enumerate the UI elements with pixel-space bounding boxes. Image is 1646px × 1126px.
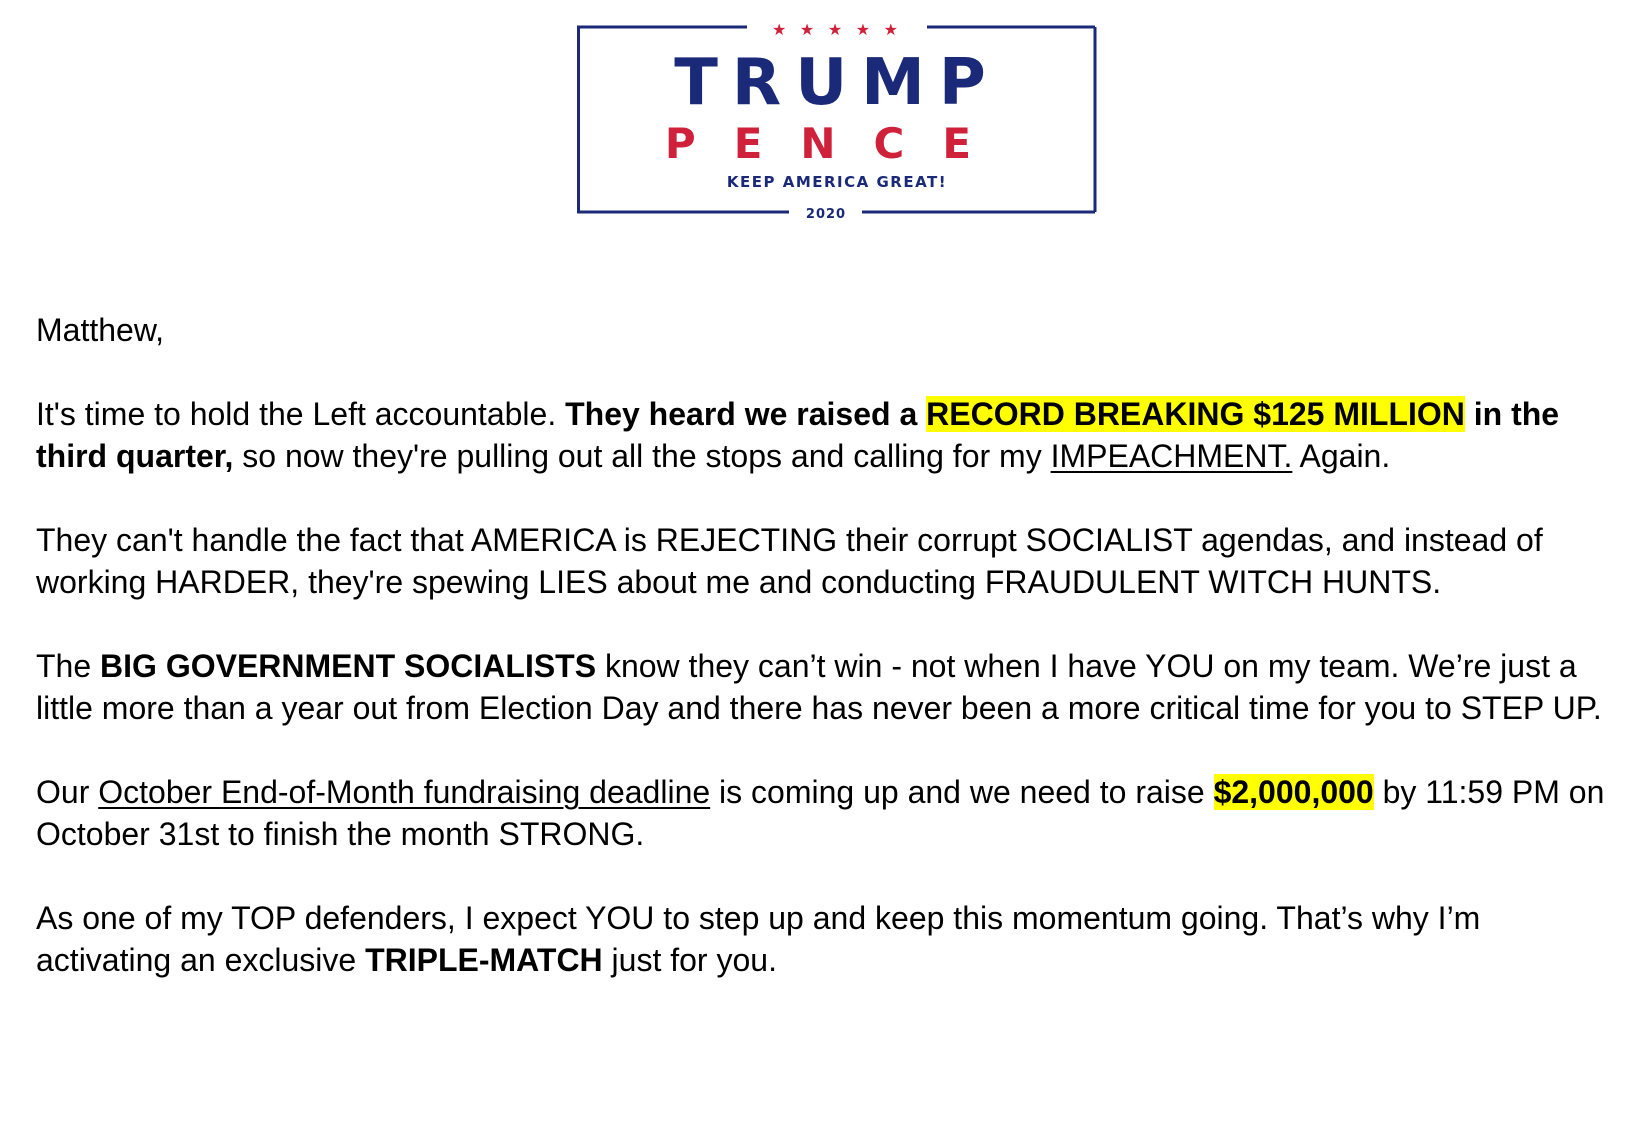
paragraph-1 [36,393,1616,477]
p5-text-2: just for you. [602,942,777,978]
paragraph-2: They can't handle the fact that AMERICA is REJECTING their corrupt SOCIALIST agendas, and instead of working HARDER, they're spewing LIES about me and conducting FRAUDULENT WITCH HUNTS. [36,522,1543,600]
p5-text-1: As one of my TOP defenders, I expect YOU to step up and keep this momentum going. That’s why I’m activating an exclusive [36,900,1481,978]
logo-stars: ★ ★ ★ ★ ★ [772,24,902,39]
deadline-link[interactable]: October End-of-Month fundraising deadline [98,774,711,810]
p5-bold: TRIPLE-MATCH [365,942,603,978]
logo-trump-text: TRUMP [674,46,1000,120]
p4-text-3: by 11:59 PM on October 31st to finish the month STRONG. [36,774,1605,852]
paragraph-3 [36,645,1616,729]
p1-highlight: RECORD BREAKING $125 MILLION [926,396,1465,432]
p4-highlight: $2,000,000 [1213,774,1374,810]
p1-text-3: Again. [1292,438,1391,474]
campaign-logo [577,24,1097,222]
p3-text-2: know they can’t win - not when I have YOU on my team. We’re just a little more than a year out from Election Day and there has never been a more critical time for you to STEP UP. [36,648,1602,726]
p4-text-2: is coming up and we need to raise [710,774,1214,810]
p3-bold: BIG GOVERNMENT SOCIALISTS [100,648,597,684]
p3-text-1: The [36,648,101,684]
logo-slogan: KEEP AMERICA GREAT! [726,173,948,191]
greeting: Matthew, [36,312,165,348]
p1-text-2: so now they're pulling out all the stops and calling for my [233,438,1051,474]
email-body [36,309,1616,1023]
logo-graphic [577,24,1097,222]
impeachment-link[interactable]: IMPEACHMENT. [1050,438,1293,474]
p1-bold-2: in the third quarter, [36,396,1560,474]
p4-text-1: Our [36,774,99,810]
p1-text-1: It's time to hold the Left accountable. [36,396,566,432]
paragraph-4 [36,771,1616,855]
p1-bold-1: They heard we raised a [565,396,927,432]
paragraph-5 [36,897,1616,981]
logo-year: 2020 [805,207,847,222]
logo-pence-text: PENCE [664,119,1010,168]
